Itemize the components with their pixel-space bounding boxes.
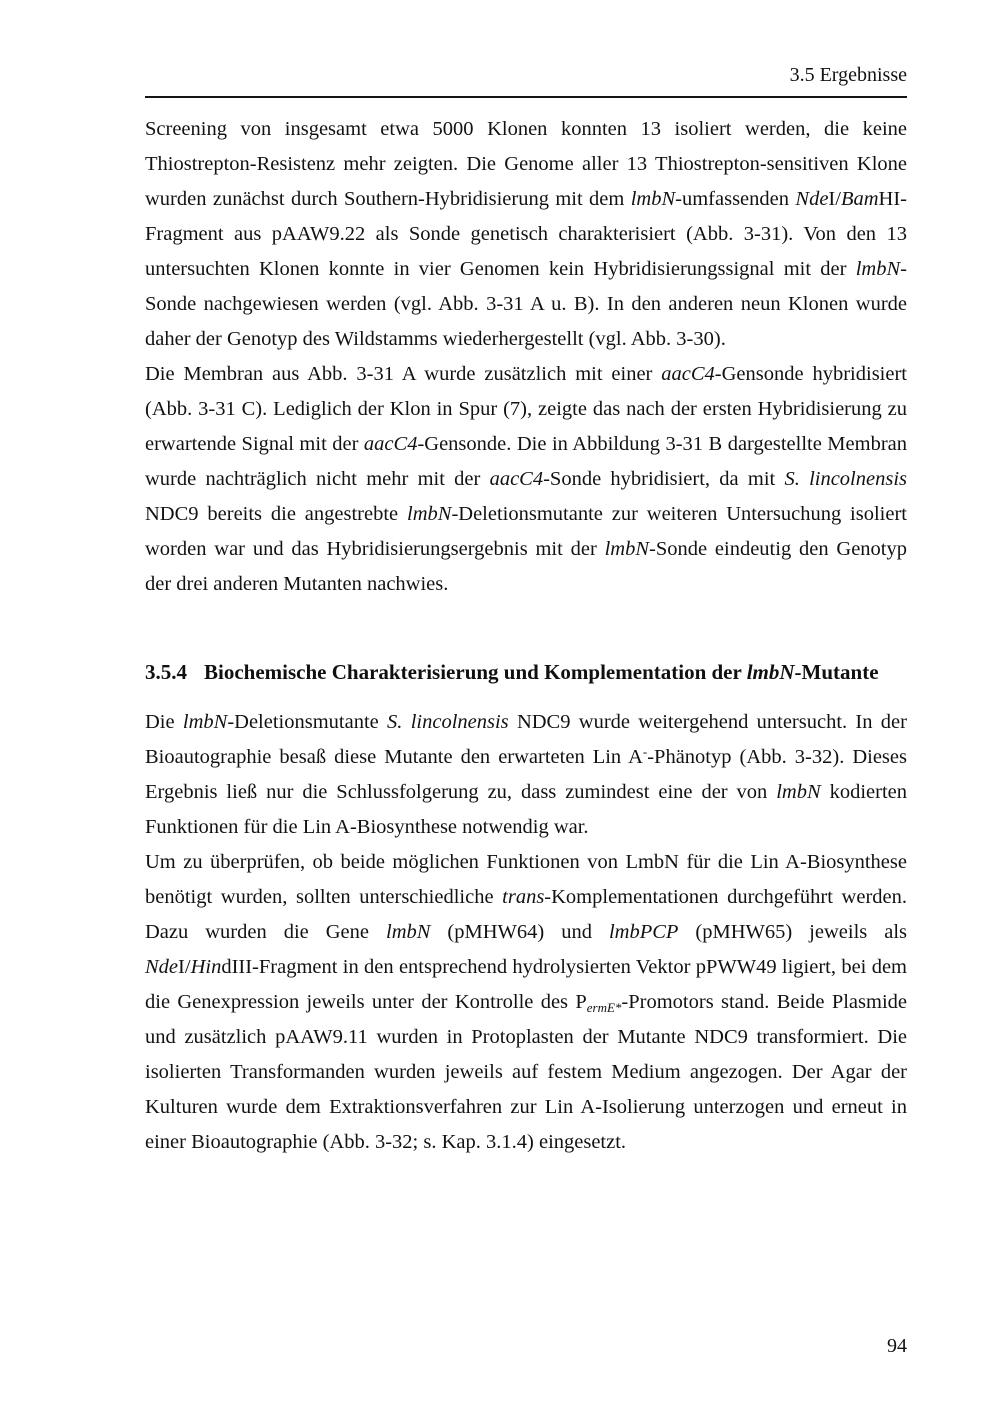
paragraph-complementation: Um zu überprüfen, ob beide möglichen Funktionen von LmbN für die Lin A-Biosynthese benötigt wurden, sollten unterschiedliche trans-Komplementationen durchgeführt werden. Dazu wurden die Gene lmbN (pMHW64) und lmbPCP (pMHW65) jeweils als NdeI/HindIII-Fragment in den entsprechend hydrolysierten Vektor pPWW49 ligiert, bei dem die Genexpression jeweils unter der Kontrolle des $P_{ermE*}$-Promotors stand. Beide Plasmide und zusätzlich pAAW9.11 wurden in Protoplasten der Mutante NDC9 transformiert. Die isolierten Transformanden wurden jeweils auf festem Medium angezogen. Der Agar der Kulturen wurde dem Extraktionsverfahren zur Lin A-Isolierung unterzogen und erneut in einer Bioautographie (Abb. 3-32; s. Kap. 3.1.4) eingesetzt. [145, 851, 908, 1153]
page-content [145, 112, 907, 1160]
paragraph-deletion-mutant: Die lmbN-Deletionsmutante S. lincolnensis NDC9 wurde weitergehend untersucht. In der Bioautographie besaß diese Mutante den erwarteten Lin A--Phänotyp (Abb. 3-32). Dieses Ergebnis ließ nur die Schlussfolgerung zu, dass zumindest eine der von lmbN kodierten Funktionen für die Lin A-Biosynthese notwendig war. [145, 711, 907, 838]
paragraph-screening-clones: Screening von insgesamt etwa 5000 Klonen konnten 13 isoliert werden, die keine Thiostrepton-Resistenz mehr zeigten. Die Genome aller 13 Thiostrepton-sensitiven Klone wurden zunächst durch Southern-Hybridisierung mit dem lmbN-umfassenden NdeI/BamHI-Fragment aus pAAW9.22 als Sonde genetisch charakterisiert (Abb. 3-31). Von den 13 untersuchten Klonen konnte in vier Genomen kein Hybridisierungssignal mit der lmbN-Sonde nachgewiesen werden (vgl. Abb. 3-31 A u. B). In den anderen neun Klonen wurde daher der Genotyp des Wildstamms wiederhergestellt (vgl. Abb. 3-30). [145, 118, 907, 350]
section-heading-number: 3.5.4 [145, 660, 187, 684]
running-header: 3.5 Ergebnisse [789, 64, 907, 86]
section-heading [145, 655, 907, 690]
page-number: 94 [887, 1335, 907, 1357]
section-heading-text: Biochemische Charakterisierung und Komplementation der lmbN-Mutante [204, 660, 879, 684]
header-rule [145, 96, 907, 98]
paragraph-membrane-hybridisation: Die Membran aus Abb. 3-31 A wurde zusätzlich mit einer aacC4-Gensonde hybridisiert (Abb. 3-31 C). Lediglich der Klon in Spur (7), zeigte das nach der ersten Hybridisierung zu erwartende Signal mit der aacC4-Gensonde. Die in Abbildung 3-31 B dargestellte Membran wurde nachträglich nicht mehr mit der aacC4-Sonde hybridisiert, da mit S. lincolnensis NDC9 bereits die angestrebte lmbN-Deletionsmutante zur weiteren Untersuchung isoliert worden war und das Hybridisierungsergebnis mit der lmbN-Sonde eindeutig den Genotyp der drei anderen Mutanten nachwies. [145, 363, 907, 595]
